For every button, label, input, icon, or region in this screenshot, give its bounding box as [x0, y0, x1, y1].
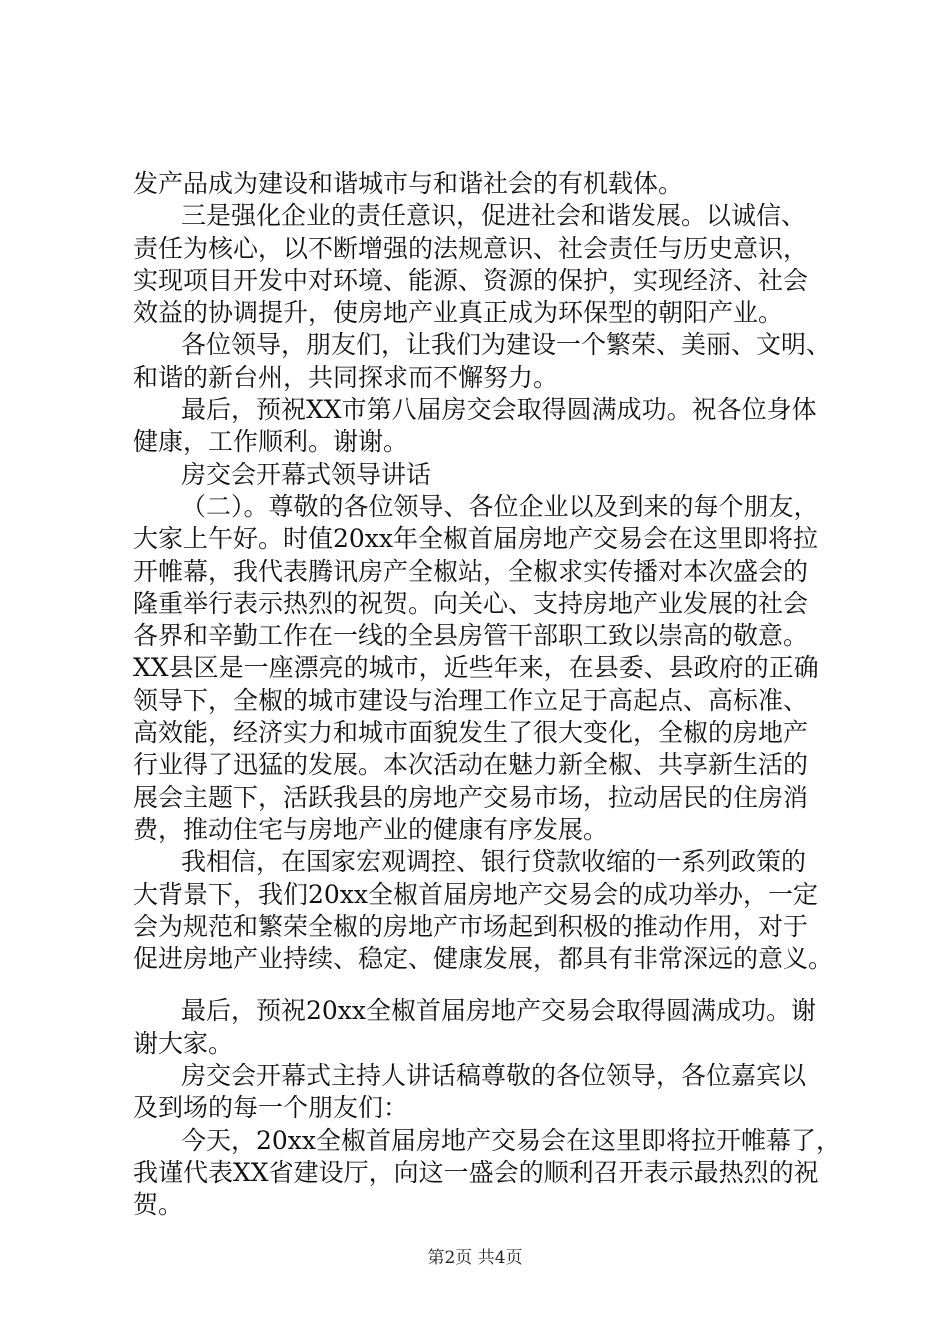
paragraph [133, 168, 853, 200]
text-line: 和谐的新台州，共同探求而不懈努力。 [133, 362, 559, 392]
text-line: 促进房地产业持续、稳定、健康发展，都具有非常深远的意义。 [133, 944, 834, 974]
text-line: 领导下，全椒的城市建设与治理工作立足于高起点、高标准、 [133, 685, 809, 715]
text-line: 今天，20xx全椒首届房地产交易会在这里即将拉开帷幕了， [181, 1125, 842, 1155]
paragraph [133, 329, 853, 394]
text-line: 效益的协调提升，使房地产业真正成为环保型的朝阳产业。 [133, 298, 784, 328]
paragraph-spacer [133, 975, 853, 995]
text-line: 发产品成为建设和谐城市与和谐社会的有机载体。 [133, 169, 684, 198]
paragraph [133, 200, 853, 329]
text-line: 实现项目开发中对环境、能源、资源的保护，实现经济、社会 [133, 265, 809, 295]
section-heading [133, 459, 853, 491]
text-line: 谢大家。 [133, 1028, 234, 1058]
text-line: 健康，工作顺利。谢谢。 [133, 427, 409, 457]
text-line: 隆重举行表示热烈的祝贺。向关心、支持房地产业发展的社会 [133, 588, 809, 618]
page-number-footer: 第2页 共4页 [427, 1248, 523, 1268]
text-line: 展会主题下，活跃我县的房地产交易市场，拉动居民的住房消 [133, 782, 809, 812]
text-line: 费，推动住宅与房地产业的健康有序发展。 [133, 814, 609, 844]
paragraph [133, 995, 853, 1060]
text-line: 我谨代表XX省建设厅，向这一盛会的顺利召开表示最热烈的祝 [133, 1157, 819, 1187]
text-line: 开帷幕，我代表腾讯房产全椒站，全椒求实传播对本次盛会的 [133, 556, 809, 586]
text-line: 行业得了迅猛的发展。本次活动在魅力新全椒、共享新生活的 [133, 750, 809, 780]
text-line: 最后，预祝20xx全椒首届房地产交易会取得圆满成功。谢 [181, 996, 817, 1026]
text-line: （二）。尊敬的各位领导、各位企业以及到来的每个朋友， [181, 491, 819, 521]
text-line: 责任为核心，以不断增强的法规意识、社会责任与历史意识， [133, 233, 809, 263]
text-line: XX县区是一座漂亮的城市，近些年来，在县委、县政府的正确 [133, 653, 819, 683]
text-line: 我相信，在国家宏观调控、银行贷款收缩的一系列政策的 [181, 847, 807, 877]
paragraph [133, 846, 853, 975]
text-line: 高效能，经济实力和城市面貌发生了很大变化，全椒的房地产 [133, 718, 809, 748]
paragraph [133, 491, 853, 846]
text-line: 贺。 [133, 1190, 184, 1220]
text-line: 三是强化企业的责任意识，促进社会和谐发展。以诚信、 [181, 201, 807, 231]
text-line: 大家上午好。时值20xx年全椒首届房地产交易会在这里即将拉 [133, 524, 819, 554]
text-line: 大背景下，我们20xx全椒首届房地产交易会的成功举办，一定 [133, 879, 819, 909]
heading-line: 房交会开幕式领导讲话 [181, 459, 432, 489]
paragraph [133, 1060, 853, 1125]
text-line: 会为规范和繁荣全椒的房地产市场起到积极的推动作用，对于 [133, 911, 809, 941]
text-line: 及到场的每一个朋友们： [133, 1093, 409, 1123]
text-line: 各界和辛勤工作在一线的全县房管干部职工致以崇高的敬意。 [133, 621, 809, 651]
text-line: 各位领导，朋友们，让我们为建设一个繁荣、美丽、文明、 [181, 330, 832, 360]
text-line: 最后，预祝XX市第八届房交会取得圆满成功。祝各位身体 [181, 395, 817, 425]
paragraph [133, 1125, 853, 1222]
document-body [133, 168, 853, 1222]
paragraph [133, 394, 853, 459]
text-line: 房交会开幕式主持人讲话稿尊敬的各位领导，各位嘉宾以 [181, 1061, 807, 1091]
